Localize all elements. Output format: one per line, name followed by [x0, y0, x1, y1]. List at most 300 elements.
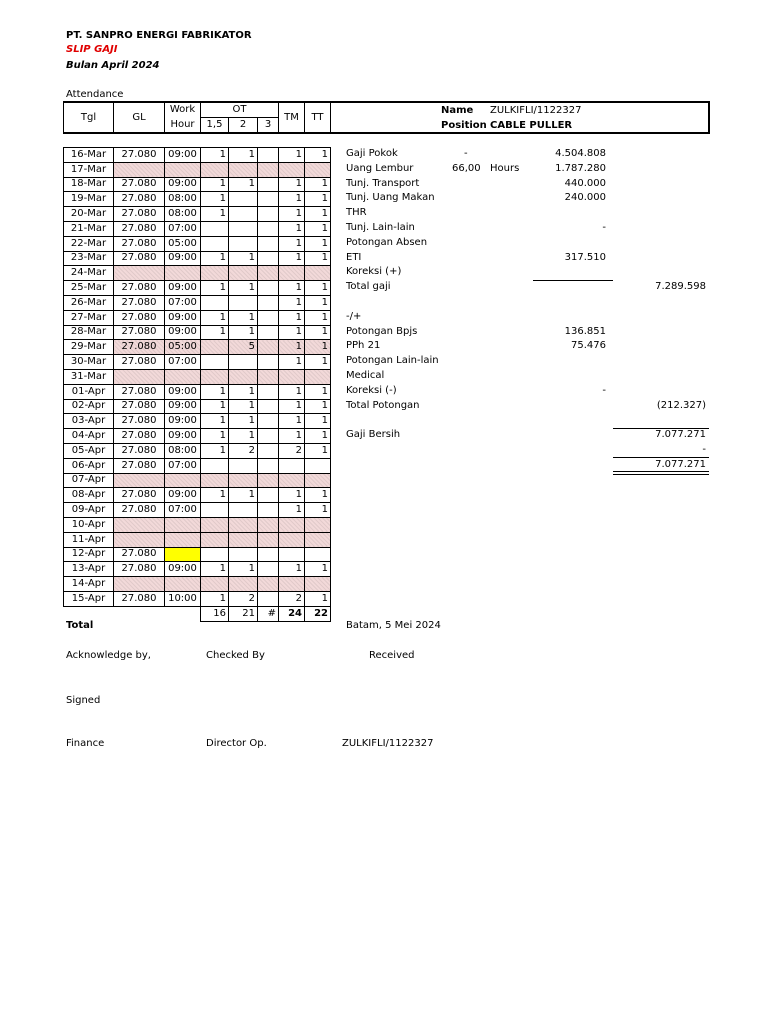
cell-ot2: 1	[229, 310, 258, 325]
cell-ot15	[201, 236, 229, 251]
table-row	[64, 207, 331, 222]
cell-tgl: 03-Apr	[64, 414, 114, 429]
salary-label: ETI	[346, 251, 362, 263]
cell-ot2: 1	[229, 399, 258, 414]
cell-ot15	[201, 503, 229, 518]
cell-tm: 1	[279, 503, 305, 518]
cell-wh: 09:00	[165, 310, 201, 325]
cell-tgl: 30-Mar	[64, 355, 114, 370]
salary-label: Potongan Absen	[346, 236, 428, 248]
cell-tgl: 12-Apr	[64, 547, 114, 562]
table-row	[64, 503, 331, 518]
cell-wh: 05:00	[165, 340, 201, 355]
cell-ot3	[258, 547, 279, 562]
cell-gl: 27.080	[114, 148, 165, 163]
cell-tgl: 27-Mar	[64, 310, 114, 325]
cell-ot2: 2	[229, 443, 258, 458]
salary-label: Koreksi (-)	[346, 384, 397, 396]
cell-tm	[279, 458, 305, 473]
cell-wh: 07:00	[165, 221, 201, 236]
table-row	[64, 251, 331, 266]
salary-extra: -	[464, 148, 468, 159]
cell-ot2: 1	[229, 325, 258, 340]
cell-tgl: 04-Apr	[64, 429, 114, 444]
cell-tt	[305, 577, 331, 592]
cell-tm: 1	[279, 177, 305, 192]
cell-tgl: 29-Mar	[64, 340, 114, 355]
cell-ot2: 1	[229, 177, 258, 192]
salary-total: (212.327)	[656, 399, 706, 411]
cell-ot15: 1	[201, 177, 229, 192]
cell-ot2: 1	[229, 148, 258, 163]
cell-ot15	[201, 577, 229, 592]
cell-wh: 07:00	[165, 295, 201, 310]
cell-gl	[114, 473, 165, 488]
cell-tt	[305, 162, 331, 177]
cell-ot15	[201, 517, 229, 532]
cell-tm: 1	[279, 295, 305, 310]
cell-ot2: 5	[229, 340, 258, 355]
cell-ot15	[201, 221, 229, 236]
cell-gl: 27.080	[114, 295, 165, 310]
attendance-label: Attendance	[66, 89, 124, 100]
table-row	[64, 443, 331, 458]
cell-ot2	[229, 295, 258, 310]
cell-tgl: 21-Mar	[64, 221, 114, 236]
date-place: Batam, 5 Mei 2024	[346, 620, 441, 631]
col-tm: TM	[279, 103, 305, 133]
table-row	[64, 177, 331, 192]
cell-tgl: 08-Apr	[64, 488, 114, 503]
col-ot2: 2	[229, 118, 258, 133]
cell-tgl: 14-Apr	[64, 577, 114, 592]
cell-tm: 1	[279, 325, 305, 340]
col-work: Work	[165, 103, 201, 118]
name-value: ZULKIFLI/1122327	[490, 105, 582, 116]
cell-tt	[305, 532, 331, 547]
cell-tgl: 01-Apr	[64, 384, 114, 399]
cell-gl: 27.080	[114, 458, 165, 473]
total-gaji-rule	[533, 280, 613, 281]
cell-ot15: 1	[201, 399, 229, 414]
salary-amount: 440.000	[564, 177, 606, 189]
cell-gl	[114, 532, 165, 547]
cell-ot2	[229, 473, 258, 488]
cell-ot15: 1	[201, 251, 229, 266]
cell-tm	[279, 532, 305, 547]
table-row	[64, 547, 331, 562]
cell-tt	[305, 547, 331, 562]
cell-ot3	[258, 310, 279, 325]
cell-ot2	[229, 236, 258, 251]
cell-tgl: 11-Apr	[64, 532, 114, 547]
salary-label: Gaji Bersih	[346, 429, 401, 441]
cell-tt: 1	[305, 429, 331, 444]
cell-tt: 1	[305, 310, 331, 325]
cell-tt: 1	[305, 399, 331, 414]
cell-ot2: 1	[229, 429, 258, 444]
cell-tt: 1	[305, 207, 331, 222]
cell-ot3	[258, 503, 279, 518]
cell-ot3	[258, 162, 279, 177]
cell-tgl: 25-Mar	[64, 281, 114, 296]
cell-tt	[305, 473, 331, 488]
cell-ot3	[258, 458, 279, 473]
cell-tt: 1	[305, 192, 331, 207]
col-tt: TT	[305, 103, 331, 133]
table-row	[64, 310, 331, 325]
salary-label: Total Potongan	[346, 399, 420, 411]
cell-tm	[279, 162, 305, 177]
net-rule-2	[613, 471, 709, 472]
cell-gl: 27.080	[114, 192, 165, 207]
salary-label: Medical	[346, 370, 385, 381]
cell-gl: 27.080	[114, 443, 165, 458]
cell-ot2	[229, 266, 258, 281]
table-row	[64, 591, 331, 606]
cell-ot15: 1	[201, 207, 229, 222]
cell-wh: 09:00	[165, 414, 201, 429]
cell-tgl: 05-Apr	[64, 443, 114, 458]
cell-wh: 09:00	[165, 325, 201, 340]
salary-amount: 75.476	[571, 340, 606, 352]
cell-ot3	[258, 591, 279, 606]
cell-ot3	[258, 221, 279, 236]
cell-ot15: 1	[201, 591, 229, 606]
cell-tt: 1	[305, 488, 331, 503]
cell-ot3	[258, 369, 279, 384]
cell-ot2	[229, 355, 258, 370]
cell-tt	[305, 517, 331, 532]
cell-ot2	[229, 458, 258, 473]
table-row	[64, 473, 331, 488]
cell-ot3	[258, 532, 279, 547]
cell-tt	[305, 266, 331, 281]
cell-tm: 2	[279, 591, 305, 606]
cell-ot15: 1	[201, 310, 229, 325]
salary-label: Potongan Bpjs	[346, 325, 418, 337]
cell-tt: 1	[305, 443, 331, 458]
cell-ot2	[229, 207, 258, 222]
checked-label: Checked By	[206, 650, 265, 661]
cell-gl: 27.080	[114, 310, 165, 325]
cell-gl	[114, 517, 165, 532]
cell-ot15: 1	[201, 148, 229, 163]
cell-tm: 1	[279, 310, 305, 325]
cell-tm: 1	[279, 281, 305, 296]
cell-ot15	[201, 458, 229, 473]
cell-ot3	[258, 562, 279, 577]
salary-label: Potongan Lain-lain	[346, 355, 439, 367]
cell-tm	[279, 517, 305, 532]
table-row	[64, 414, 331, 429]
cell-tt: 1	[305, 236, 331, 251]
cell-gl: 27.080	[114, 207, 165, 222]
cell-ot3	[258, 148, 279, 163]
cell-ot15	[201, 369, 229, 384]
cell-ot2	[229, 532, 258, 547]
cell-tgl: 07-Apr	[64, 473, 114, 488]
table-row	[64, 281, 331, 296]
cell-ot15	[201, 162, 229, 177]
cell-tt: 1	[305, 414, 331, 429]
name-label: Name	[441, 105, 474, 116]
position-value: CABLE PULLER	[490, 120, 573, 131]
cell-ot3	[258, 384, 279, 399]
salary-label: Total gaji	[346, 281, 391, 293]
cell-tgl: 23-Mar	[64, 251, 114, 266]
cell-gl: 27.080	[114, 355, 165, 370]
cell-gl: 27.080	[114, 562, 165, 577]
salary-label: Tunj. Uang Makan	[346, 192, 435, 204]
cell-tgl: 10-Apr	[64, 517, 114, 532]
cell-gl: 27.080	[114, 281, 165, 296]
cell-ot3	[258, 236, 279, 251]
cell-tgl: 16-Mar	[64, 148, 114, 163]
cell-wh	[165, 577, 201, 592]
cell-wh	[165, 547, 201, 562]
cell-ot15: 1	[201, 488, 229, 503]
table-row	[64, 148, 331, 163]
cell-tt	[305, 369, 331, 384]
cell-ot3	[258, 414, 279, 429]
cell-gl: 27.080	[114, 325, 165, 340]
cell-ot3	[258, 177, 279, 192]
cell-tgl: 02-Apr	[64, 399, 114, 414]
table-row	[64, 562, 331, 577]
cell-tgl: 28-Mar	[64, 325, 114, 340]
cell-gl	[114, 162, 165, 177]
gaji-bersih-rule	[613, 428, 709, 429]
cell-ot2: 1	[229, 562, 258, 577]
table-row	[64, 384, 331, 399]
cell-wh: 05:00	[165, 236, 201, 251]
salary-amount: 136.851	[564, 325, 606, 337]
cell-gl: 27.080	[114, 547, 165, 562]
cell-ot15	[201, 473, 229, 488]
cell-ot15: 1	[201, 562, 229, 577]
cell-tt: 1	[305, 384, 331, 399]
director-label: Director Op.	[206, 738, 267, 749]
salary-amount: 317.510	[564, 251, 606, 263]
cell-wh: 07:00	[165, 503, 201, 518]
cell-ot15: 1	[201, 384, 229, 399]
total-tt: 22	[305, 606, 331, 621]
cell-wh	[165, 473, 201, 488]
cell-ot2	[229, 517, 258, 532]
cell-tgl: 22-Mar	[64, 236, 114, 251]
ack-label: Acknowledge by,	[66, 650, 151, 661]
table-row	[64, 162, 331, 177]
salary-label: PPh 21	[346, 340, 381, 352]
salary-qty: 66,00	[452, 162, 481, 174]
salary-label: -/+	[346, 310, 362, 322]
table-row	[64, 236, 331, 251]
cell-tgl: 15-Apr	[64, 591, 114, 606]
cell-tm: 1	[279, 251, 305, 266]
cell-ot3	[258, 577, 279, 592]
cell-ot3	[258, 488, 279, 503]
cell-tt	[305, 458, 331, 473]
cell-ot3	[258, 399, 279, 414]
col-ot: OT	[201, 103, 279, 118]
salary-label: Tunj. Lain-lain	[346, 222, 415, 233]
cell-ot2: 2	[229, 591, 258, 606]
salary-amount: -	[602, 222, 606, 233]
cell-tm: 1	[279, 221, 305, 236]
cell-tm	[279, 577, 305, 592]
cell-ot3	[258, 473, 279, 488]
cell-tgl: 24-Mar	[64, 266, 114, 281]
cell-tgl: 31-Mar	[64, 369, 114, 384]
cell-ot15	[201, 532, 229, 547]
table-row	[64, 399, 331, 414]
cell-tgl: 19-Mar	[64, 192, 114, 207]
cell-ot2: 1	[229, 488, 258, 503]
salary-label: Uang Lembur	[346, 162, 414, 174]
salary-label: Koreksi (+)	[346, 266, 402, 278]
cell-wh: 09:00	[165, 148, 201, 163]
salary-amount: -	[602, 384, 606, 396]
cell-gl: 27.080	[114, 221, 165, 236]
cell-wh: 09:00	[165, 488, 201, 503]
cell-tgl: 06-Apr	[64, 458, 114, 473]
table-row	[64, 325, 331, 340]
col-ot3: 3	[258, 118, 279, 133]
cell-ot15	[201, 355, 229, 370]
salary-amount: 240.000	[564, 192, 606, 204]
company-name: PT. SANPRO ENERGI FABRIKATOR	[66, 30, 252, 41]
cell-ot2: 1	[229, 281, 258, 296]
cell-ot3	[258, 192, 279, 207]
signed-label: Signed	[66, 695, 101, 706]
cell-ot2	[229, 192, 258, 207]
header-bottom-rule	[63, 132, 710, 134]
cell-wh: 08:00	[165, 192, 201, 207]
cell-tt: 1	[305, 340, 331, 355]
cell-ot15: 1	[201, 281, 229, 296]
cell-wh: 07:00	[165, 355, 201, 370]
salary-label: Gaji Pokok	[346, 148, 398, 159]
salary-unit: Hours	[490, 162, 520, 174]
table-row	[64, 192, 331, 207]
cell-wh: 09:00	[165, 562, 201, 577]
cell-tgl: 20-Mar	[64, 207, 114, 222]
cell-ot15	[201, 295, 229, 310]
cell-tt: 1	[305, 562, 331, 577]
salary-amount: 1.787.280	[555, 162, 606, 174]
cell-tgl: 17-Mar	[64, 162, 114, 177]
cell-ot2	[229, 162, 258, 177]
total-tm: 24	[279, 606, 305, 621]
cell-tm: 1	[279, 429, 305, 444]
cell-tt: 1	[305, 325, 331, 340]
cell-gl: 27.080	[114, 384, 165, 399]
cell-tm: 1	[279, 488, 305, 503]
cell-ot2	[229, 503, 258, 518]
col-hour: Hour	[165, 118, 201, 133]
cell-tt: 1	[305, 221, 331, 236]
table-row	[64, 517, 331, 532]
cell-ot2: 1	[229, 414, 258, 429]
col-gl: GL	[114, 103, 165, 133]
cell-wh: 08:00	[165, 443, 201, 458]
table-row	[64, 458, 331, 473]
cell-ot15: 1	[201, 429, 229, 444]
cell-ot3	[258, 517, 279, 532]
table-row	[64, 369, 331, 384]
cell-wh: 09:00	[165, 177, 201, 192]
cell-tt: 1	[305, 177, 331, 192]
table-row	[64, 340, 331, 355]
net-rule-1	[613, 457, 709, 458]
cell-ot15: 1	[201, 325, 229, 340]
received-label: Received	[369, 650, 415, 661]
header-right-rule	[708, 101, 710, 134]
cell-tm: 1	[279, 399, 305, 414]
cell-tt: 1	[305, 281, 331, 296]
total-ot2: 21	[229, 606, 258, 621]
cell-tm	[279, 369, 305, 384]
total-label: Total	[66, 620, 94, 631]
cell-ot3	[258, 281, 279, 296]
employee-signature: ZULKIFLI/1122327	[342, 738, 434, 749]
cell-wh: 07:00	[165, 458, 201, 473]
cell-ot3	[258, 251, 279, 266]
cell-tm: 1	[279, 414, 305, 429]
cell-tt: 1	[305, 251, 331, 266]
cell-tm: 1	[279, 207, 305, 222]
total-ot15: 16	[201, 606, 229, 621]
cell-wh	[165, 517, 201, 532]
cell-tgl: 13-Apr	[64, 562, 114, 577]
cell-tm: 1	[279, 340, 305, 355]
cell-wh: 09:00	[165, 251, 201, 266]
salary-label: Tunj. Transport	[346, 177, 420, 189]
cell-tgl: 09-Apr	[64, 503, 114, 518]
doc-title: SLIP GAJI	[66, 44, 118, 55]
cell-wh	[165, 369, 201, 384]
table-row	[64, 429, 331, 444]
cell-ot3	[258, 355, 279, 370]
cell-gl	[114, 369, 165, 384]
salary-total: -	[702, 444, 706, 455]
total-ot3: #	[258, 606, 279, 621]
table-row	[64, 577, 331, 592]
col-tgl: Tgl	[64, 103, 114, 133]
period: Bulan April 2024	[66, 60, 160, 71]
cell-gl: 27.080	[114, 414, 165, 429]
cell-gl: 27.080	[114, 503, 165, 518]
cell-gl: 27.080	[114, 399, 165, 414]
cell-wh: 09:00	[165, 399, 201, 414]
cell-wh	[165, 266, 201, 281]
salary-label: THR	[346, 207, 367, 219]
table-row	[64, 355, 331, 370]
cell-ot15: 1	[201, 443, 229, 458]
cell-tm	[279, 547, 305, 562]
header-top-rule	[63, 101, 710, 103]
col-ot15: 1,5	[201, 118, 229, 133]
cell-ot15: 1	[201, 192, 229, 207]
salary-total: 7.289.598	[655, 281, 706, 293]
cell-ot2: 1	[229, 251, 258, 266]
cell-wh	[165, 532, 201, 547]
cell-ot3	[258, 325, 279, 340]
table-row	[64, 488, 331, 503]
table-row	[64, 532, 331, 547]
cell-ot2	[229, 369, 258, 384]
